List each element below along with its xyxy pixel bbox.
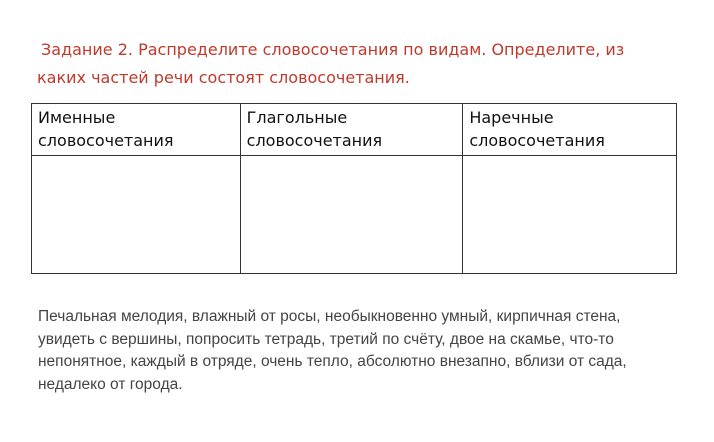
cell-nominal-phrases[interactable]: [32, 156, 241, 274]
classification-table: [31, 103, 677, 274]
cell-verbal-phrases[interactable]: [240, 156, 463, 274]
task-title: Задание 2. Распределите словосочетания по видам. Определите, из каких частей речи состоят словосочетания.: [37, 40, 625, 87]
header-verbal-phrases: Глагольные словосочетания: [240, 104, 463, 156]
phrase-list: Печальная мелодия, влажный от росы, необыкновенно умный, кирпичная стена, увидеть с вершины, попросить тетрадь, третий по счёту, двое на скамье, что-то непонятное, каждый в отряде, очень тепло, абсолютно внезапно, вблизи от сада, недалеко от города.: [38, 308, 627, 393]
cell-adverbial-phrases[interactable]: [463, 156, 677, 274]
table-answer-row: [32, 156, 677, 274]
header-nominal-phrases: Именные словосочетания: [32, 104, 241, 156]
table-header-row: [32, 104, 677, 156]
header-adverbial-phrases: Наречные словосочетания: [463, 104, 677, 156]
